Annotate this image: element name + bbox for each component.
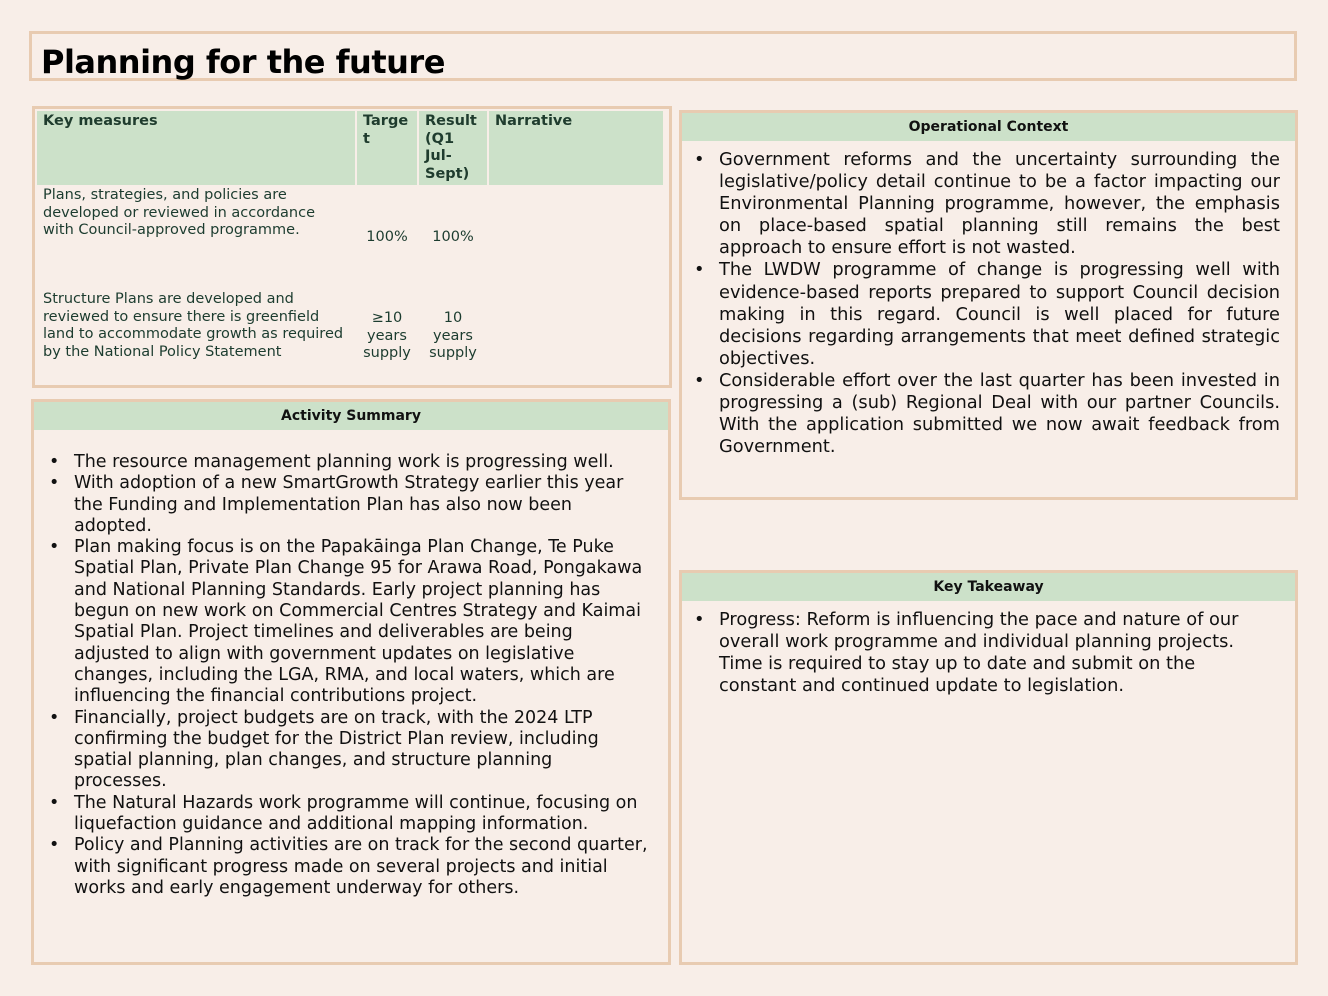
target-cell: 100% bbox=[366, 229, 408, 246]
list-item: • With adoption of a new SmartGrowth Strategy earlier this year the Funding and Implementation Plan has also now been adopted. bbox=[49, 473, 624, 536]
operational-context-panel bbox=[679, 110, 1298, 500]
result-cell: 10 years supply bbox=[429, 309, 477, 362]
activity-summary-list bbox=[49, 452, 648, 899]
target-cell: ≥10 years supply bbox=[363, 309, 411, 362]
table-header-row bbox=[37, 111, 663, 185]
measure-cell: Plans, strategies, and policies are developed or reviewed in accordance with Council-approved programme. bbox=[43, 187, 316, 239]
page-title: Planning for the future bbox=[41, 43, 445, 81]
key-takeaway-list bbox=[694, 609, 1265, 697]
list-item: • Plan making focus is on the Papakāinga Plan Change, Te Puke Spatial Plan, Private Plan Change 95 for Arawa Road, Pongakawa and National Planning Standards. Early project planning has begun on new work on Commercial Centres Strategy and Kaimai Spatial Plan. Project timelines and deliverables are being adjusted to align with government updates on legislative changes, including the LGA, RMA, and local waters, which are influencing the financial contributions project. bbox=[49, 537, 643, 707]
key-takeaway-panel bbox=[679, 570, 1298, 965]
narrative-cell bbox=[489, 187, 663, 289]
page-title-box bbox=[29, 31, 1297, 81]
table-row bbox=[37, 187, 663, 289]
key-measures-panel bbox=[32, 106, 672, 388]
key-measures-table bbox=[35, 109, 665, 365]
result-cell: 100% bbox=[432, 229, 474, 246]
list-item: • Financially, project budgets are on track, with the 2024 LTP confirming the budget for the District Plan review, including spatial planning, plan changes, and structure planning processes. bbox=[49, 707, 599, 792]
list-item: • Government reforms and the uncertainty surrounding the legislative/policy detail continue to be a factor impacting our Environmental Planning programme, however, the emphasis on place-based spatial planning still remains the best approach to ensure effort is not wasted. bbox=[694, 149, 1280, 259]
operational-context-heading: Operational Context bbox=[682, 113, 1295, 141]
activity-summary-panel bbox=[31, 399, 671, 965]
col-header-target: Targe t bbox=[357, 111, 417, 185]
operational-context-list bbox=[694, 149, 1280, 458]
list-item: • Considerable effort over the last quarter has been invested in progressing a (sub) Regional Deal with our partner Councils. With the application submitted we now await feedback from Government. bbox=[694, 369, 1280, 458]
key-takeaway-heading: Key Takeaway bbox=[682, 573, 1295, 601]
narrative-cell bbox=[489, 291, 663, 363]
col-header-key-measures: Key measures bbox=[37, 111, 355, 185]
table-row bbox=[37, 291, 663, 363]
list-item: • The resource management planning work is progressing well. bbox=[49, 452, 614, 472]
list-item: • Progress: Reform is influencing the pace and nature of our overall work programme and individual planning projects. Time is required to stay up to date and submit on the constant and continued update to legislation. bbox=[694, 609, 1239, 697]
list-item: • The Natural Hazards work programme will continue, focusing on liquefaction guidance and additional mapping information. bbox=[49, 792, 638, 835]
col-header-narrative: Narrative bbox=[489, 111, 663, 185]
list-item: • The LWDW programme of change is progressing well with evidence-based reports prepared to support Council decision making in this regard. Council is well placed for future decisions regarding arrangements that meet defined strategic objectives. bbox=[694, 259, 1280, 369]
list-item: • Policy and Planning activities are on track for the second quarter, with significant progress made on several projects and initial works and early engagement underway for others. bbox=[49, 835, 648, 898]
activity-summary-heading: Activity Summary bbox=[34, 402, 668, 430]
measure-cell: Structure Plans are developed and reviewed to ensure there is greenfield land to accommodate growth as required by the National Policy Statement bbox=[43, 291, 344, 361]
col-header-result: Result (Q1 Jul- Sept) bbox=[419, 111, 487, 185]
